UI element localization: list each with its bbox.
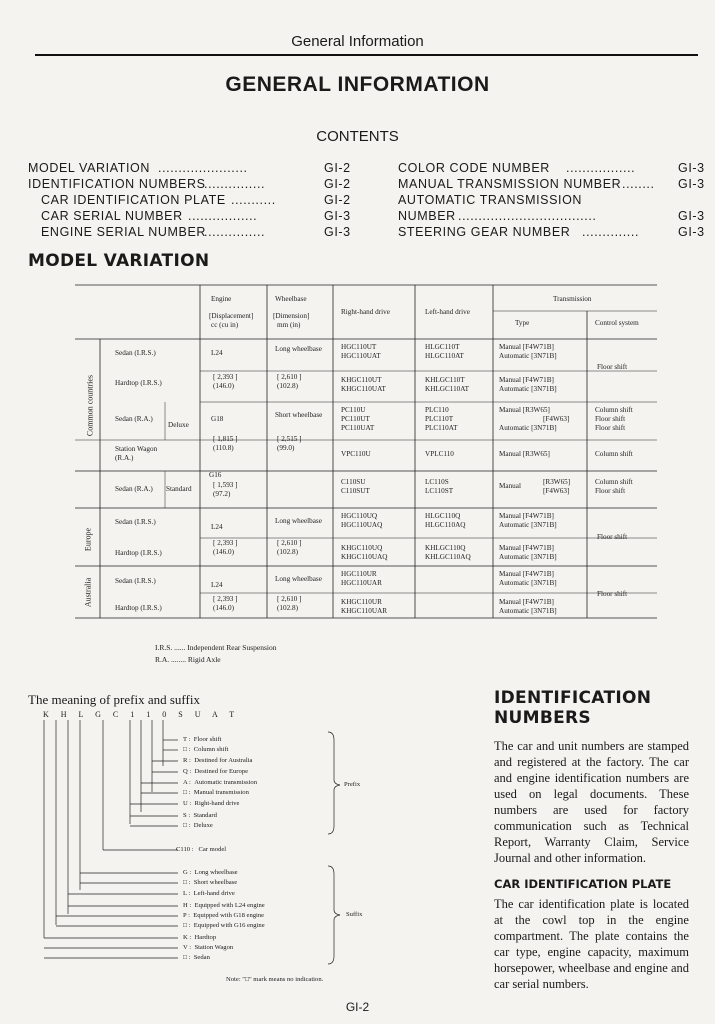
table-cell: Hardtop (I.R.S.) <box>115 379 162 387</box>
model-variation-table <box>75 283 657 628</box>
prefix-item: Q : Destined for Europe <box>183 768 249 775</box>
group-label: Common countries <box>85 374 95 437</box>
toc-entry[interactable] <box>28 225 351 241</box>
table-cell: PLC110 PLC110T PLC110AT <box>425 406 458 432</box>
toc-entry[interactable] <box>28 209 351 225</box>
table-cell: HGC110UR HGC110UAR <box>341 570 382 587</box>
header-dimension: [Dimension] <box>273 312 310 320</box>
abbreviation-legend: I.R.S. ...... Independent Rear Suspension R.A. ........ Rigid Axle <box>155 643 277 664</box>
toc-leader-dots: ................. <box>188 209 258 223</box>
prefix-item: T : Floor shift <box>183 736 222 743</box>
prefix-item: □ : Manual transmission <box>183 789 249 796</box>
group-label: Australia <box>83 577 93 608</box>
car-identification-plate-paragraph: The car identification plate is located at the cowl top in the engine compartment. The plate contains the car type, engine capacity, maximum horsepower, wheelbase and engine and car serial numbers. <box>494 897 689 991</box>
table-cell: Standard <box>166 485 192 493</box>
header-displacement-unit: cc (cu in) <box>211 321 239 329</box>
diagram-note: Note: "□" mark means no indication. <box>226 976 324 983</box>
toc-entry[interactable] <box>398 177 708 193</box>
header-rule <box>35 54 698 56</box>
toc-label: MODEL VARIATION <box>28 161 150 175</box>
table-cell: KHGC110UR KHGC110UAR <box>341 598 388 615</box>
table-cell: Manual [F4W71B] Automatic [3N71B] <box>499 598 557 615</box>
toc-leader-dots: .................................. <box>458 209 597 223</box>
table-cell: Column shift Floor shift Floor shift <box>595 406 633 432</box>
table-cell: [ 1,815 ] (110.8) <box>213 435 238 452</box>
header-engine: Engine <box>211 295 232 303</box>
table-cell: Manual <box>499 482 521 490</box>
table-cell: [ 2,610 ] (102.8) <box>277 539 302 556</box>
toc-label: NUMBER <box>398 209 456 223</box>
table-cell: HGC110UQ HGC110UAQ <box>341 512 383 529</box>
toc-entry <box>398 193 708 209</box>
header-lhd: Left-hand drive <box>425 308 470 316</box>
table-cell: [ 1,593 ] (97.2) <box>213 481 238 498</box>
table-cell: VPLC110 <box>425 450 454 458</box>
table-cell: Sedan (R.A.) <box>115 485 153 493</box>
table-cell: Column shift <box>595 450 633 458</box>
toc-page-number: GI-3 <box>678 225 705 239</box>
table-cell: [R3W65] [F4W63] <box>543 478 571 495</box>
table-cell: L24 <box>211 523 223 531</box>
header-rhd: Right-hand drive <box>341 308 390 316</box>
suffix-item: L : Left-hand drive <box>183 890 235 897</box>
table-cell: KHGC110UQ KHGC110UAQ <box>341 544 388 561</box>
suffix-item: K : Hardtop <box>183 934 217 941</box>
prefix-suffix-diagram <box>28 720 368 990</box>
table-cell: Manual [F4W71B] Automatic [3N71B] <box>499 570 557 587</box>
toc-leader-dots: ........ <box>622 177 655 191</box>
suffix-item: P : Equipped with G18 engine <box>183 912 265 919</box>
toc-label: MANUAL TRANSMISSION NUMBER <box>398 177 622 191</box>
suffix-label: Suffix <box>346 911 363 918</box>
toc-leader-dots: ...................... <box>158 161 248 175</box>
toc-page-number: GI-3 <box>324 209 351 223</box>
table-cell: [ 2,393 ] (146.0) <box>213 539 238 556</box>
table-cell: L24 <box>211 349 223 357</box>
toc-label: CAR SERIAL NUMBER <box>41 209 183 223</box>
table-cell: Column shift Floor shift <box>595 478 633 495</box>
header-displacement: [Displacement] <box>209 312 254 320</box>
table-cell: [ 2,515 ] (99.0) <box>277 435 302 452</box>
toc-entry[interactable] <box>28 193 351 209</box>
table-cell: VPC110U <box>341 450 371 458</box>
toc-page-number: GI-2 <box>324 161 351 175</box>
header-control: Control system <box>595 319 639 327</box>
prefix-label: Prefix <box>344 781 361 788</box>
toc-entry[interactable] <box>398 209 708 225</box>
table-cell: Long wheelbase <box>275 517 322 525</box>
car-identification-plate-heading: CAR IDENTIFICATION PLATE <box>494 877 672 891</box>
table-cell: Long wheelbase <box>275 345 322 353</box>
table-cell: Manual [F4W71B] Automatic [3N71B] <box>499 343 557 360</box>
toc-right <box>398 161 708 241</box>
toc-leader-dots: .............. <box>582 225 640 239</box>
table-cell: HLGC110Q HLGC110AQ <box>425 512 466 529</box>
toc-label: CAR IDENTIFICATION PLATE <box>41 193 226 207</box>
toc-label: IDENTIFICATION NUMBERS <box>28 177 206 191</box>
table-cell: Manual [F4W71B] Automatic [3N71B] <box>499 544 557 561</box>
table-cell: Floor shift <box>597 363 628 371</box>
table-cell: Floor shift <box>597 533 628 541</box>
table-cell: HGC110UT HGC110UAT <box>341 343 381 360</box>
toc-label: STEERING GEAR NUMBER <box>398 225 571 239</box>
table-cell: Manual [F4W71B] Automatic [3N71B] <box>499 512 557 529</box>
table-cell: [ 2,610 ] (102.8) <box>277 595 302 612</box>
table-cell: Hardtop (I.R.S.) <box>115 604 162 612</box>
model-code-example: K H L G C 1 1 0 S U A T <box>43 710 240 719</box>
prefix-item: □ : Deluxe <box>183 822 213 829</box>
suffix-item: □ : Equipped with G16 engine <box>183 922 265 929</box>
table-cell: Sedan (I.R.S.) <box>115 518 156 526</box>
suffix-item: □ : Short wheelbase <box>183 879 238 886</box>
running-header: General Information <box>291 33 424 50</box>
prefix-item: A : Automatic transmission <box>183 779 258 786</box>
table-cell: Hardtop (I.R.S.) <box>115 549 162 557</box>
toc-entry[interactable] <box>28 177 351 193</box>
toc-leader-dots: ............... <box>204 225 266 239</box>
table-cell: Sedan (R.A.) <box>115 415 153 423</box>
table-cell: L24 <box>211 581 223 589</box>
table-cell: Floor shift <box>597 590 628 598</box>
suffix-item: V : Station Wagon <box>183 944 234 951</box>
header-wheelbase: Wheelbase <box>275 295 307 303</box>
suffix-item: H : Equipped with L24 engine <box>183 902 265 909</box>
model-code-item: C110 : Car model <box>176 846 227 853</box>
suffix-item: G : Long wheelbase <box>183 869 238 876</box>
prefix-item: R : Destined for Australia <box>183 757 253 764</box>
header-dimension-unit: mm (in) <box>277 321 301 329</box>
toc-page-number: GI-3 <box>678 161 705 175</box>
table-cell: [ 2,610 ] (102.8) <box>277 373 302 390</box>
page-number: GI-2 <box>345 1000 370 1014</box>
contents-heading: CONTENTS <box>316 128 399 145</box>
prefix-item: U : Right-hand drive <box>183 800 240 807</box>
identification-numbers-heading: IDENTIFICATION NUMBERS <box>494 688 652 728</box>
table-cell: [ 2,393 ] (146.0) <box>213 373 238 390</box>
toc-entry[interactable] <box>398 161 708 177</box>
header-transmission: Transmission <box>553 295 592 303</box>
table-cell: Short wheelbase <box>275 411 323 419</box>
table-cell: Manual [R3W65] <box>499 450 550 458</box>
table-cell: HLGC110T HLGC110AT <box>425 343 464 360</box>
toc-page-number: GI-2 <box>324 177 351 191</box>
suffix-item: □ : Sedan <box>183 954 210 961</box>
toc-leader-dots: ........... <box>231 193 276 207</box>
table-cell: KHLGC110T KHLGC110AT <box>425 376 470 393</box>
header-type: Type <box>515 319 530 327</box>
toc-label: COLOR CODE NUMBER <box>398 161 550 175</box>
toc-entry[interactable] <box>28 161 351 177</box>
table-cell: KHGC110UT KHGC110UAT <box>341 376 386 393</box>
table-cell: Station Wagon (R.A.) <box>115 445 158 462</box>
toc-page-number: GI-3 <box>678 209 705 223</box>
table-cell: G18 <box>211 415 224 423</box>
model-variation-heading: MODEL VARIATION <box>28 251 210 271</box>
toc-label: ENGINE SERIAL NUMBER <box>41 225 207 239</box>
toc-leader-dots: ................. <box>566 161 636 175</box>
table-cell: Deluxe <box>168 421 189 429</box>
toc-page-number: GI-3 <box>678 177 705 191</box>
toc-page-number: GI-2 <box>324 193 351 207</box>
prefix-suffix-heading: The meaning of prefix and suffix <box>28 692 200 707</box>
table-cell: Sedan (I.R.S.) <box>115 577 156 585</box>
page-title: GENERAL INFORMATION <box>225 73 490 96</box>
table-cell: C110SU C110SUT <box>341 478 370 495</box>
table-cell: Long wheelbase <box>275 575 322 583</box>
toc-label: AUTOMATIC TRANSMISSION <box>398 193 583 207</box>
toc-leader-dots: ............... <box>204 177 266 191</box>
toc-left <box>28 161 351 241</box>
group-label: Europe <box>83 527 93 552</box>
table-cell: Manual [F4W71B] Automatic [3N71B] <box>499 376 557 393</box>
table-cell: Sedan (I.R.S.) <box>115 349 156 357</box>
toc-entry[interactable] <box>398 225 708 241</box>
toc-page-number: GI-3 <box>324 225 351 239</box>
prefix-item: □ : Column shift <box>183 746 229 753</box>
table-cell: LC110S LC110ST <box>425 478 454 495</box>
table-cell: PC110U PC110UT PC110UAT <box>341 406 375 432</box>
table-cell: [ 2,393 ] (146.0) <box>213 595 238 612</box>
table-cell: Manual [R3W65] [F4W63] Automatic [3N71B] <box>499 406 570 432</box>
table-cell: KHLGC110Q KHLGC110AQ <box>425 544 471 561</box>
prefix-item: S : Standard <box>183 812 217 819</box>
table-cell: G16 <box>209 471 222 479</box>
identification-paragraph: The car and unit numbers are stamped and registered at the factory. The car and engine identification numbers are used on legal documents. These numbers are used for factory communication such as Technical Report, Warranty Claim, Service Journal and other information. <box>494 739 689 865</box>
